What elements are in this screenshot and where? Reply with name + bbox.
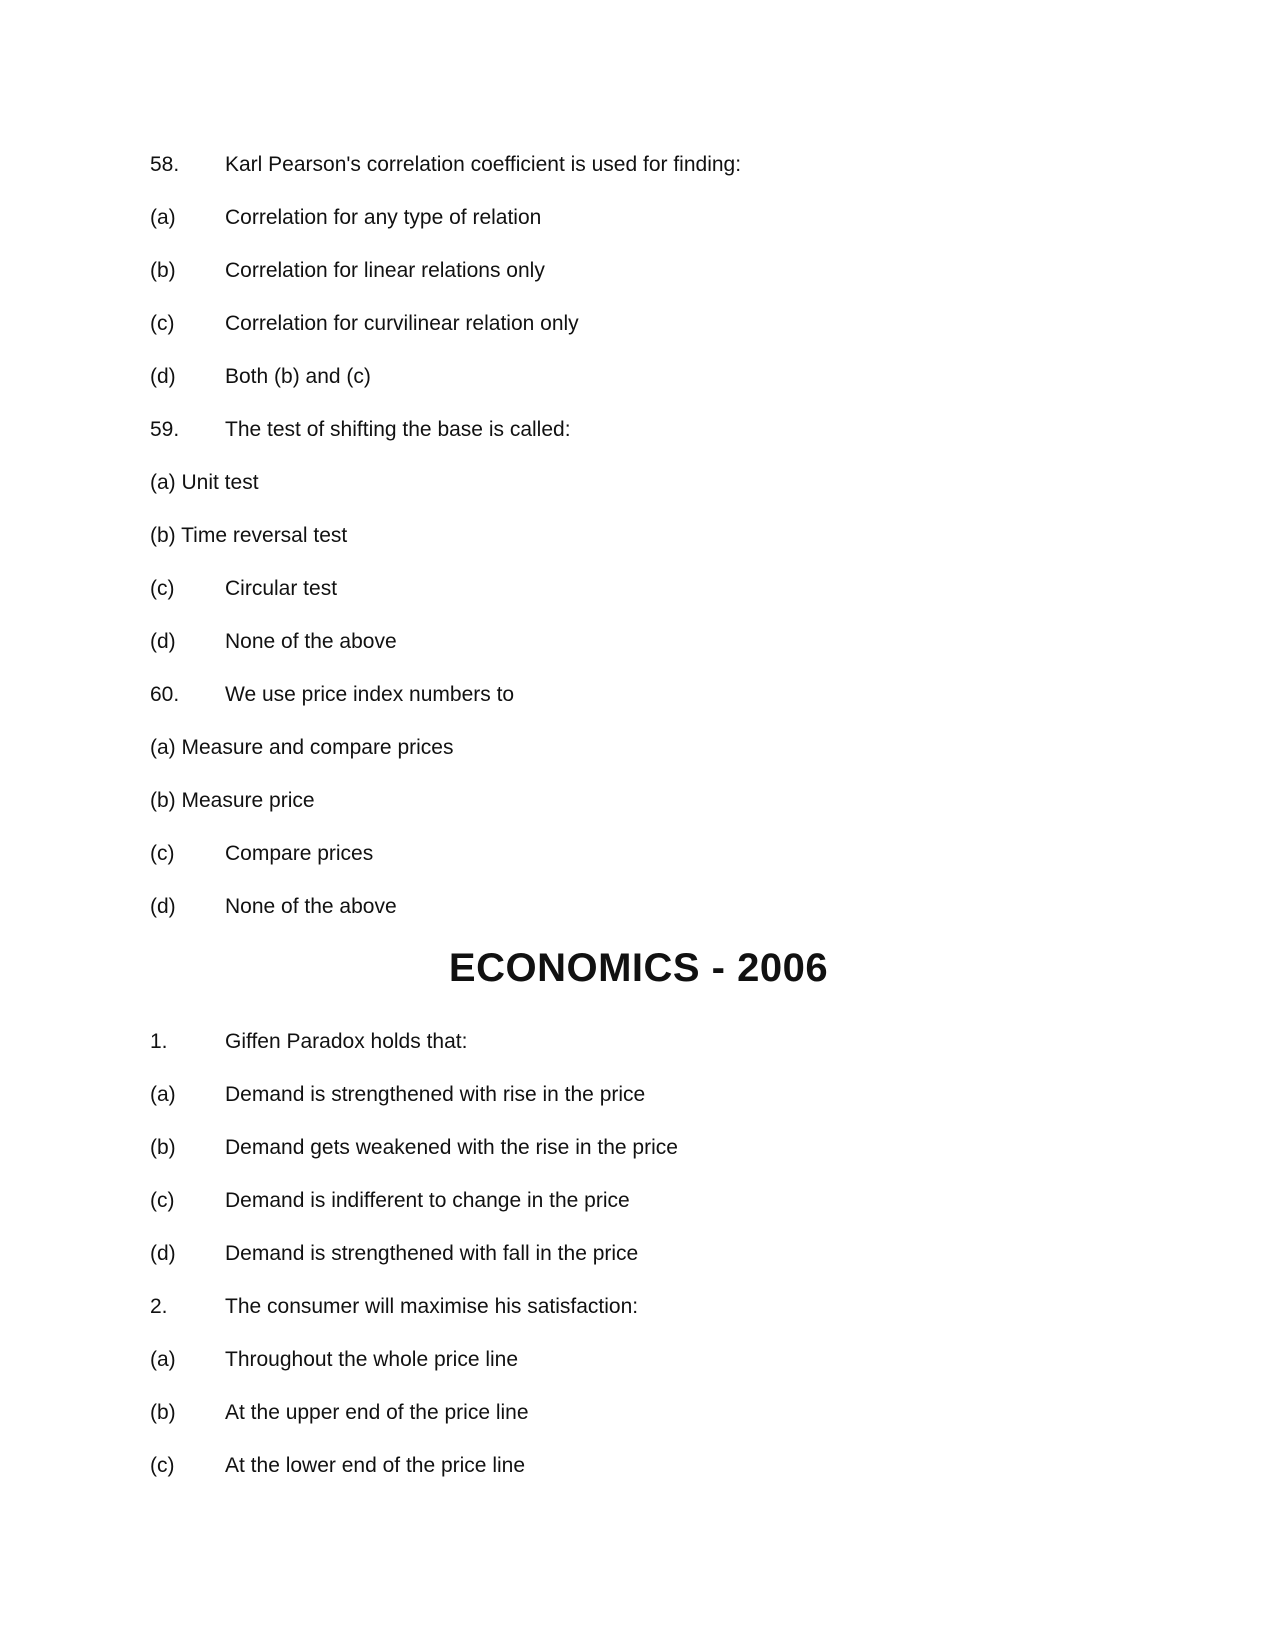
option-text: None of the above xyxy=(225,895,397,918)
option-text: Both (b) and (c) xyxy=(225,365,371,388)
option-line xyxy=(150,774,1150,827)
question-list-economics-2006 xyxy=(150,1015,1150,1492)
question-number: 60. xyxy=(150,683,180,706)
option-line xyxy=(150,297,1150,350)
option-text: (b) Time reversal test xyxy=(150,524,348,547)
option-line xyxy=(150,1068,1150,1121)
option-label: (b) xyxy=(150,259,176,282)
question-number: 59. xyxy=(150,418,180,441)
option-line xyxy=(150,721,1150,774)
question-text: We use price index numbers to xyxy=(225,683,515,706)
question-line xyxy=(150,138,1150,191)
option-line xyxy=(150,244,1150,297)
option-line xyxy=(150,1333,1150,1386)
option-line xyxy=(150,1439,1150,1492)
option-text: Correlation for curvilinear relation only xyxy=(225,312,579,335)
option-line xyxy=(150,350,1150,403)
option-line xyxy=(150,1227,1150,1280)
option-text: Compare prices xyxy=(225,842,374,865)
option-label: (c) xyxy=(150,1189,175,1212)
option-text: Circular test xyxy=(225,577,338,600)
option-line xyxy=(150,615,1150,668)
option-label: (d) xyxy=(150,630,176,653)
option-text: Demand is indifferent to change in the price xyxy=(225,1189,630,1212)
question-number: 1. xyxy=(150,1030,168,1053)
question-text: Karl Pearson's correlation coefficient is used for finding: xyxy=(225,153,742,176)
option-label: (c) xyxy=(150,577,175,600)
question-line xyxy=(150,1015,1150,1068)
option-line xyxy=(150,191,1150,244)
option-label: (c) xyxy=(150,842,175,865)
option-label: (b) xyxy=(150,1401,176,1424)
question-number: 2. xyxy=(150,1295,168,1318)
question-text: The consumer will maximise his satisfaction: xyxy=(225,1295,639,1318)
option-label: (c) xyxy=(150,1454,175,1477)
section-heading xyxy=(0,938,1275,998)
option-line xyxy=(150,1174,1150,1227)
question-line xyxy=(150,403,1150,456)
option-label: (a) xyxy=(150,206,176,229)
option-text: Demand is strengthened with rise in the price xyxy=(225,1083,646,1106)
option-label: (d) xyxy=(150,1242,176,1265)
option-text: At the upper end of the price line xyxy=(225,1401,529,1424)
option-text: Correlation for any type of relation xyxy=(225,206,542,229)
option-text: At the lower end of the price line xyxy=(225,1454,526,1477)
option-text: Correlation for linear relations only xyxy=(225,259,545,282)
option-line xyxy=(150,456,1150,509)
option-label: (d) xyxy=(150,895,176,918)
option-text: None of the above xyxy=(225,630,397,653)
option-label: (d) xyxy=(150,365,176,388)
option-label: (a) xyxy=(150,1083,176,1106)
option-text: (b) Measure price xyxy=(150,789,315,812)
option-line xyxy=(150,509,1150,562)
option-label: (b) xyxy=(150,1136,176,1159)
option-label: (a) xyxy=(150,1348,176,1371)
option-text: Demand gets weakened with the rise in the price xyxy=(225,1136,678,1159)
option-line xyxy=(150,880,1150,933)
question-number: 58. xyxy=(150,153,180,176)
option-line xyxy=(150,827,1150,880)
question-list-previous xyxy=(150,138,1150,933)
option-text: (a) Measure and compare prices xyxy=(150,736,454,759)
option-label: (c) xyxy=(150,312,175,335)
option-line xyxy=(150,1121,1150,1174)
option-line xyxy=(150,1386,1150,1439)
option-text: Demand is strengthened with fall in the price xyxy=(225,1242,639,1265)
question-text: Giffen Paradox holds that: xyxy=(225,1030,468,1053)
option-text: Throughout the whole price line xyxy=(225,1348,519,1371)
option-line xyxy=(150,562,1150,615)
question-line xyxy=(150,668,1150,721)
question-text: The test of shifting the base is called: xyxy=(225,418,571,441)
section-heading-text: ECONOMICS - 2006 xyxy=(448,946,829,990)
question-line xyxy=(150,1280,1150,1333)
option-text: (a) Unit test xyxy=(150,471,259,494)
